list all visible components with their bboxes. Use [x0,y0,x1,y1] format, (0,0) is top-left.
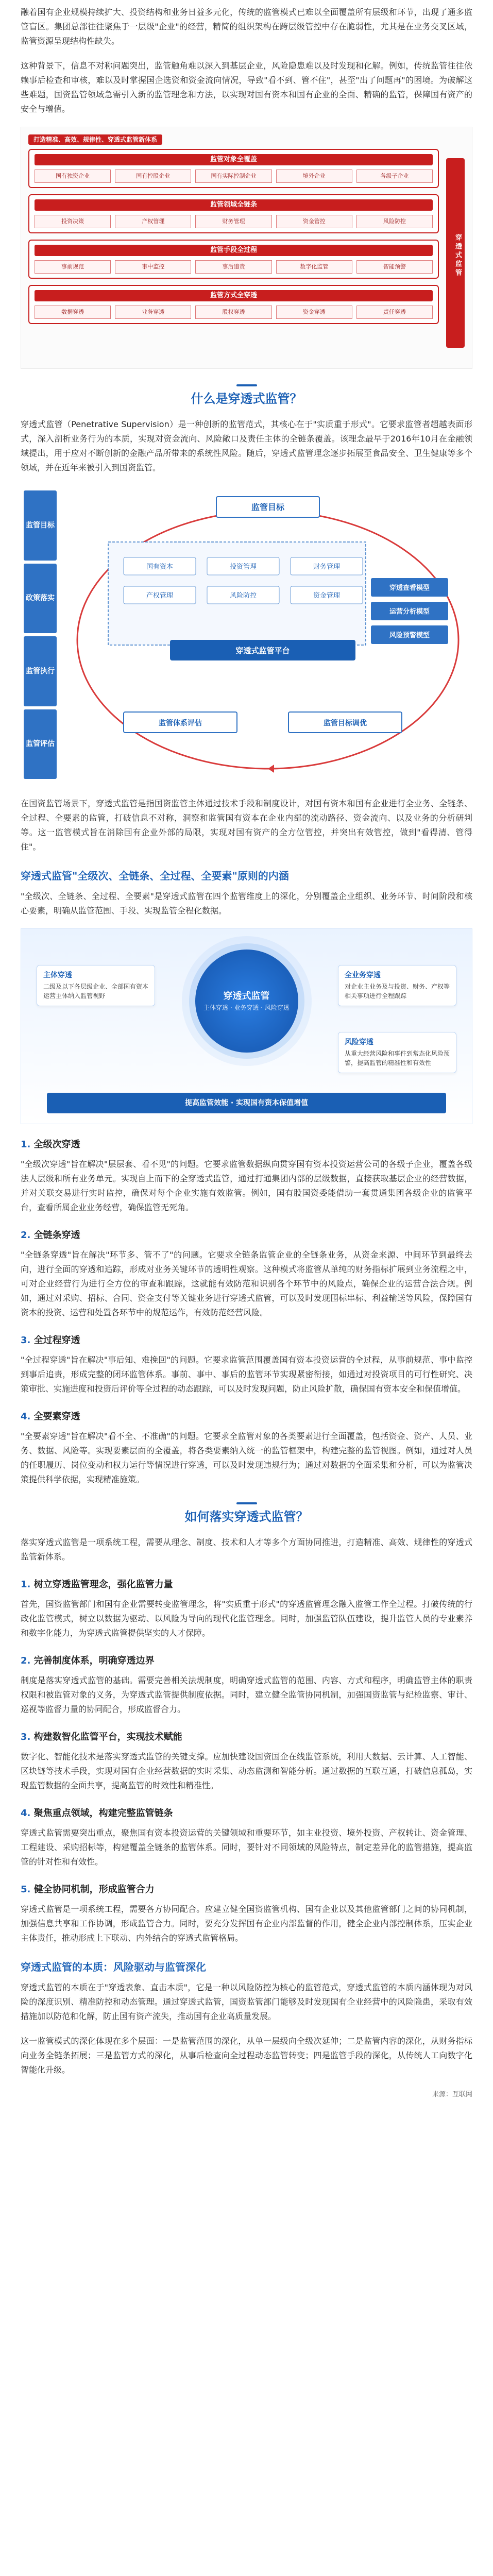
section4-title: 穿透式监管的本质：风险驱动与监管深化 [21,1961,206,1973]
figure2-arrow-head [268,765,274,773]
principle-text: "全过程穿透"旨在解决"事后知、难挽回"的问题。它要求监管范围覆盖国有资本投资运营的全过程，从事前规范、事中监控到事后追责，形成完整的闭环监管体系。事前、事中、事后的监管环节实现紧密衔接，如通过对投资项目的可行性研究、决策审批、实施进度和投资后评价等全过程的动态跟踪，可以及时发现问题，防止风险扩散，确保国有资本安全和保值增值。 [21,1355,472,1394]
figure1-box: 财务管理 [195,215,271,228]
figure3-center-title: 穿透式监管 [223,991,270,1002]
figure-supervision-framework [21,127,472,369]
figure2-left-label: 政策落实 [24,564,57,634]
figure1-box: 资金穿透 [276,306,352,319]
figure1-box: 智能预警 [356,260,433,274]
figure1-band-title: 监管领域全链条 [35,199,433,211]
figure2-right-label: 风险预警模型 [389,632,430,639]
step-title-text: 构建数智化监管平台，实现技术赋能 [33,1732,182,1742]
figure2-left-label: 监管执行 [24,636,57,706]
section1-paragraph: 穿透式监管（Penetrative Supervision）是一种创新的监管范式，其核心在于"实质重于形式"。它要求监管者超越表面形式，深入剖析业务行为的本质，实现对资金流向、风险敞口及责任主体的全链条覆盖。该理念最早于2016年10月在金融领域提出，用于应对不断创新的金融产品所带来的系统性风险。随后，穿透式监管理念逐步拓展至食品安全、卫生健康等多个领域，并在近年来被引入到国资监管。 [21,419,472,472]
figure1-band-boxes [35,215,433,228]
step-text: 数字化、智能化技术是落实穿透式监管的关键支撑。应加快建设国资国企在线监管系统，利用大数据、云计算、人工智能、区块链等技术手段，实现对国有企业经营数据的实时采集、动态监测和智能分析。通过数据的互联互通，打破信息孤岛，实现监管数据的全面共享，提高监管的时效性和精准性。 [21,1752,472,1790]
step-text: 穿透式监管是一项系统工程，需要各方协同配合。应建立健全国资监管机构、国有企业以及其他监管部门之间的协同机制，加强信息共享和工作协调，形成监管合力。同时，要充分发挥国有企业内部监督的作用，健全企业内部控制体系，压实企业主体责任，推动形成上下联动、内外结合的穿透式监管格局。 [21,1904,472,1943]
figure1-box: 数据穿透 [35,306,111,319]
figure1-band-title: 监管手段全过程 [35,245,433,256]
figure2-top-label: 监管目标 [251,502,285,512]
figure1-band-title: 监管对象全覆盖 [35,154,433,165]
figure1-box: 事中监控 [115,260,191,274]
figure3-center-sub: 主体穿透 · 业务穿透 · 风险穿透 [203,1004,290,1011]
figure1-box: 国有实际控制企业 [195,170,271,183]
intro-paragraph-1: 融着国有企业规模持续扩大、投资结构和业务日益多元化，传统的监管模式已难以全面覆盖所有层级和环节，出现了通多监管盲区。集团总部往往聚焦于一层级"企业"的经营，精简的组织架构在跨层级管控中存在脆弱性，尤其是在业务交叉区域，监管资源呈现结构性缺失。 [21,7,472,46]
figure2-right-label: 运营分析模型 [389,608,430,616]
figure1-box: 各级子企业 [356,170,433,183]
figure1-box: 风险防控 [356,215,433,228]
figure2-inner-label: 财务管理 [313,563,341,571]
section3-intro: 落实穿透式监管是一项系统工程，需要从理念、制度、技术和人才等多个方面协同推进，打造精准、高效、规律性的穿透式监管新体系。 [21,1537,472,1562]
figure3-card [338,965,456,1006]
figure2-right-boxes [371,578,448,644]
figure-principles-banner [21,928,472,1124]
source-credit: 来源：互联网 [432,2091,472,2098]
figure1-box: 产权管理 [115,215,191,228]
figure2-inner-label: 资金管理 [313,592,341,600]
step-number: 5. [21,1884,31,1895]
step-number: 4. [21,1808,31,1819]
principle-title-text: 全链条穿透 [33,1230,80,1241]
step-text: 穿透式监管需要突出重点，聚焦国有资本投资运营的关键领域和重要环节，如主业投资、境外投资、产权转让、资金管理、工程建设、采购招标等，构建覆盖全链条的监管体系。同时，要针对不同领域的风险特点，制定差异化的监管措施，提高监管的针对性和有效性。 [21,1828,472,1867]
step-title [21,1654,472,1668]
figure2-left-label: 监管目标 [24,490,57,561]
principle-text: "全要素穿透"旨在解决"看不全、不准确"的问题。它要求全监管对象的各类要素进行全面覆盖，包括资金、资产、人员、业务、数据、风险等。实现要素层面的全覆盖，将各类要素纳入统一的监管框架中，构建完整的监管视图。例如，通过对人员的任职履历、岗位变动和权力运行等情况进行穿透，可以及时发现违规行为；通过对数据的全面采集和分析，可以为监管决策提供科学依据，实现精准施策。 [21,1431,472,1484]
step-title [21,1883,472,1897]
step-number: 1. [21,1579,31,1590]
figure3-card [37,965,155,1006]
section2-title: 穿透式监管"全级次、全链条、全过程、全要素"原则的内涵 [21,870,289,882]
step-title [21,1578,472,1592]
figure2-inner-label: 产权管理 [146,592,174,600]
figure2-right-label: 穿透查看模型 [389,584,430,592]
step-title-text: 树立穿透监管理念，强化监管力量 [33,1579,173,1590]
step-title-text: 健全协同机制，形成监管合力 [33,1884,155,1895]
figure2-platform-label: 穿透式监管平台 [235,646,290,655]
figure1-box: 资金管控 [276,215,352,228]
section4-paragraph: 这一监管模式的深化体现在多个层面：一是监管范围的深化，从单一层级向全级次延伸；二是监管内容的深化，从财务指标向业务全链条拓展；三是监管方式的深化，从事后检查向全过程动态监管转变；四是监管手段的深化，从传统人工向数字化智能化升级。 [21,2036,472,2075]
principle-number: 1. [21,1139,31,1150]
step-text: 首先，国资监管部门和国有企业需要转变监管理念，将"实质重于形式"的穿透监管理念融入监管工作全过程。打破传统的行政化监管模式，树立以数据为驱动、以风险为导向的现代化监管理念。同时，加强监管队伍建设，提升监管人员的专业素养和数字化能力，为穿透式监管提供坚实的人才保障。 [21,1599,472,1638]
step-title [21,1806,472,1821]
principle-title-text: 全过程穿透 [33,1335,80,1346]
figure1-box: 国有控股企业 [115,170,191,183]
step-title-text: 聚焦重点领域，构建完整监管链条 [33,1808,173,1819]
figure3-card-text: 二级及以下各层级企业、全部国有资本运营主体纳入监管视野 [43,983,149,999]
figure1-header-tag: 打造精准、高效、规律性、穿透式监管新体系 [28,134,162,145]
intro-paragraph-2: 这种背景下，信息不对称问题突出，监管触角难以深入到基层企业，风险隐患难以及时发现和化解。例如，传统监管往往依赖事后检查和审核，难以及时掌握国企选资和资金流向情况，导致"看不到、管不住"，甚至"出了问题再"的困境。为破解这些难题，国资监管领域急需引入新的监管理念和方法，以实现对国有资本和国有企业的全面、精确的监管，保障国有资产的安全与增值。 [21,61,472,114]
figure1-box: 投资决策 [35,215,111,228]
principle-title-text: 全要素穿透 [33,1411,80,1422]
principle-title [21,1410,472,1424]
figure1-box: 责任穿透 [356,306,433,319]
principle-text: "全级次穿透"旨在解决"层层套、看不见"的问题。它要求监管数据纵向贯穿国有资本投资运营公司的各级子企业，覆盖各级法人层级和所有业务单元。实现自上而下的全穿透式监管，通过打通集团内部的层级数据，直接获取基层企业的经营数据，并对关联交易进行实时监控，确保对每个企业实施有效监管。例如，国有股国资委能借助一套贯通集团各级企业的监管平台，查看所属企业业务经营，确保监管无死角。 [21,1159,472,1212]
section1-after-paragraph: 在国资监管场景下，穿透式监管是指国资监管主体通过技术手段和制度设计，对国有资本和国有企业进行全业务、全链条、全过程、全要素的监管，打破信息不对称，洞察和监管国有资本在企业内部的流动路径、资金流向、以及业务的分析研判等。这一监管模式旨在消除国有企业外部的局限，实现对国有资产的全方位管控，并突出有效管控，做到"看得清、管得住"。 [21,799,472,852]
section-title-how-to: 如何落实穿透式监管？ [21,1502,472,1524]
step-text: 制度是落实穿透式监管的基础。需要完善相关法规制度，明确穿透式监管的范围、内容、方式和程序，明确监管主体的职责权限和被监管对象的义务，为穿透式监管提供制度依据。同时，建立健全监管协同机制，加强国资监管与纪检监察、审计、巡视等监督力量的协同配合，形成监督合力。 [21,1675,472,1714]
figure3-card-text: 从重大经营风险和事件到常态化风险预警，提高监管的精准性和有效性 [345,1050,450,1066]
section-title-what-is: 什么是穿透式监管？ [21,384,472,406]
figure3-card [338,1032,456,1073]
figure1-box: 事前规范 [35,260,111,274]
figure1-box: 数字化监管 [276,260,352,274]
figure2-left-column [24,490,57,779]
figure1-band [28,194,439,233]
figure2-main [62,485,472,784]
figure2-left-label: 监管评估 [24,709,57,779]
principle-number: 4. [21,1411,31,1422]
figure-supervision-cycle [21,485,472,784]
principle-number: 2. [21,1230,31,1241]
figure3-center-circle [195,950,298,1053]
principle-title [21,1333,472,1348]
figure1-side-label: 穿透式监管 [446,158,465,348]
section4-paragraph: 穿透式监管的本质在于"穿透表象、直击本质"，它是一种以风险防控为核心的监管范式，穿透式监管的本质内涵体现为对风险的深度识别、精准防控和动态管理。通过穿透式监管，国资监管部门能够及时发现国有企业经营中的风险隐患，采取有效措施加以防范和化解，防止国有资产流失，推动国有企业高质量发展。 [21,1982,472,2021]
figure3-bottom-banner: 提高监管效能 · 实现国有资本保值增值 [47,1093,446,1113]
figure1-band [28,240,439,279]
figure3-card-title: 全业务穿透 [345,971,381,979]
figure1-band [28,149,439,188]
principle-title-text: 全级次穿透 [33,1139,80,1150]
step-number: 3. [21,1732,31,1742]
principle-number: 3. [21,1335,31,1346]
figure1-box: 业务穿透 [115,306,191,319]
section2-intro: "全级次、全链条、全过程、全要素"是穿透式监管在四个监管维度上的深化，分别覆盖企业组织、业务环节、时间阶段和核心要素，明确从监管范围、手段、实现监管全程化数据。 [21,891,472,916]
figure2-bottom-left-label: 监管体系评估 [159,719,202,727]
figure1-box: 境外企业 [276,170,352,183]
figure3-card-title: 主体穿透 [43,971,72,979]
step-number: 2. [21,1655,31,1666]
figure1-box: 国有独资企业 [35,170,111,183]
figure2-svg [62,485,472,784]
figure1-bands [28,149,439,324]
figure2-inner-label: 投资管理 [229,563,257,571]
figure2-inner-label: 风险防控 [229,592,257,600]
principle-title [21,1228,472,1243]
principle-title [21,1138,472,1152]
figure1-box: 事后追责 [195,260,271,274]
figure1-band-boxes [35,260,433,274]
figure3-card-title: 风险穿透 [345,1038,373,1046]
principles-list [21,1138,472,1487]
figure3-card-text: 对企业主业务及与投资、财务、产权等相关事项进行全程跟踪 [345,983,450,999]
step-title [21,1730,472,1744]
figure1-band-title: 监管方式全穿透 [35,290,433,301]
figure1-band-boxes [35,306,433,319]
figure1-band-boxes [35,170,433,183]
figure1-header [28,134,465,145]
figure1-band [28,285,439,324]
figure1-box: 股权穿透 [195,306,271,319]
steps-list [21,1578,472,1945]
figure2-inner-label: 国有资本 [146,563,174,571]
figure2-bottom-right-label: 监管目标调优 [324,719,367,727]
step-title-text: 完善制度体系，明确穿透边界 [33,1655,155,1666]
principle-text: "全链条穿透"旨在解决"环节多、管不了"的问题。它要求全链条监管企业的全链条业务，从资金来源、中间环节到最终去向，进行全面的穿透和追踪，形成对业务关键环节的透明性观察。这种模式将监管从单纯的财务指标扩展到业务流程之中，可对企业经营行为进行全方位的审查和跟踪，这就能有效防范和识别各个环节中的风险点，确保企业的运营合法合规。例如，通过对采购、招标、合同、资金支付等关键业务进行穿透式监管，可以及时发现围标串标、利益输送等风险，保障国有资本的投资、运营和处置各环节中的规范运作，有效防范经营风险。 [21,1250,472,1317]
